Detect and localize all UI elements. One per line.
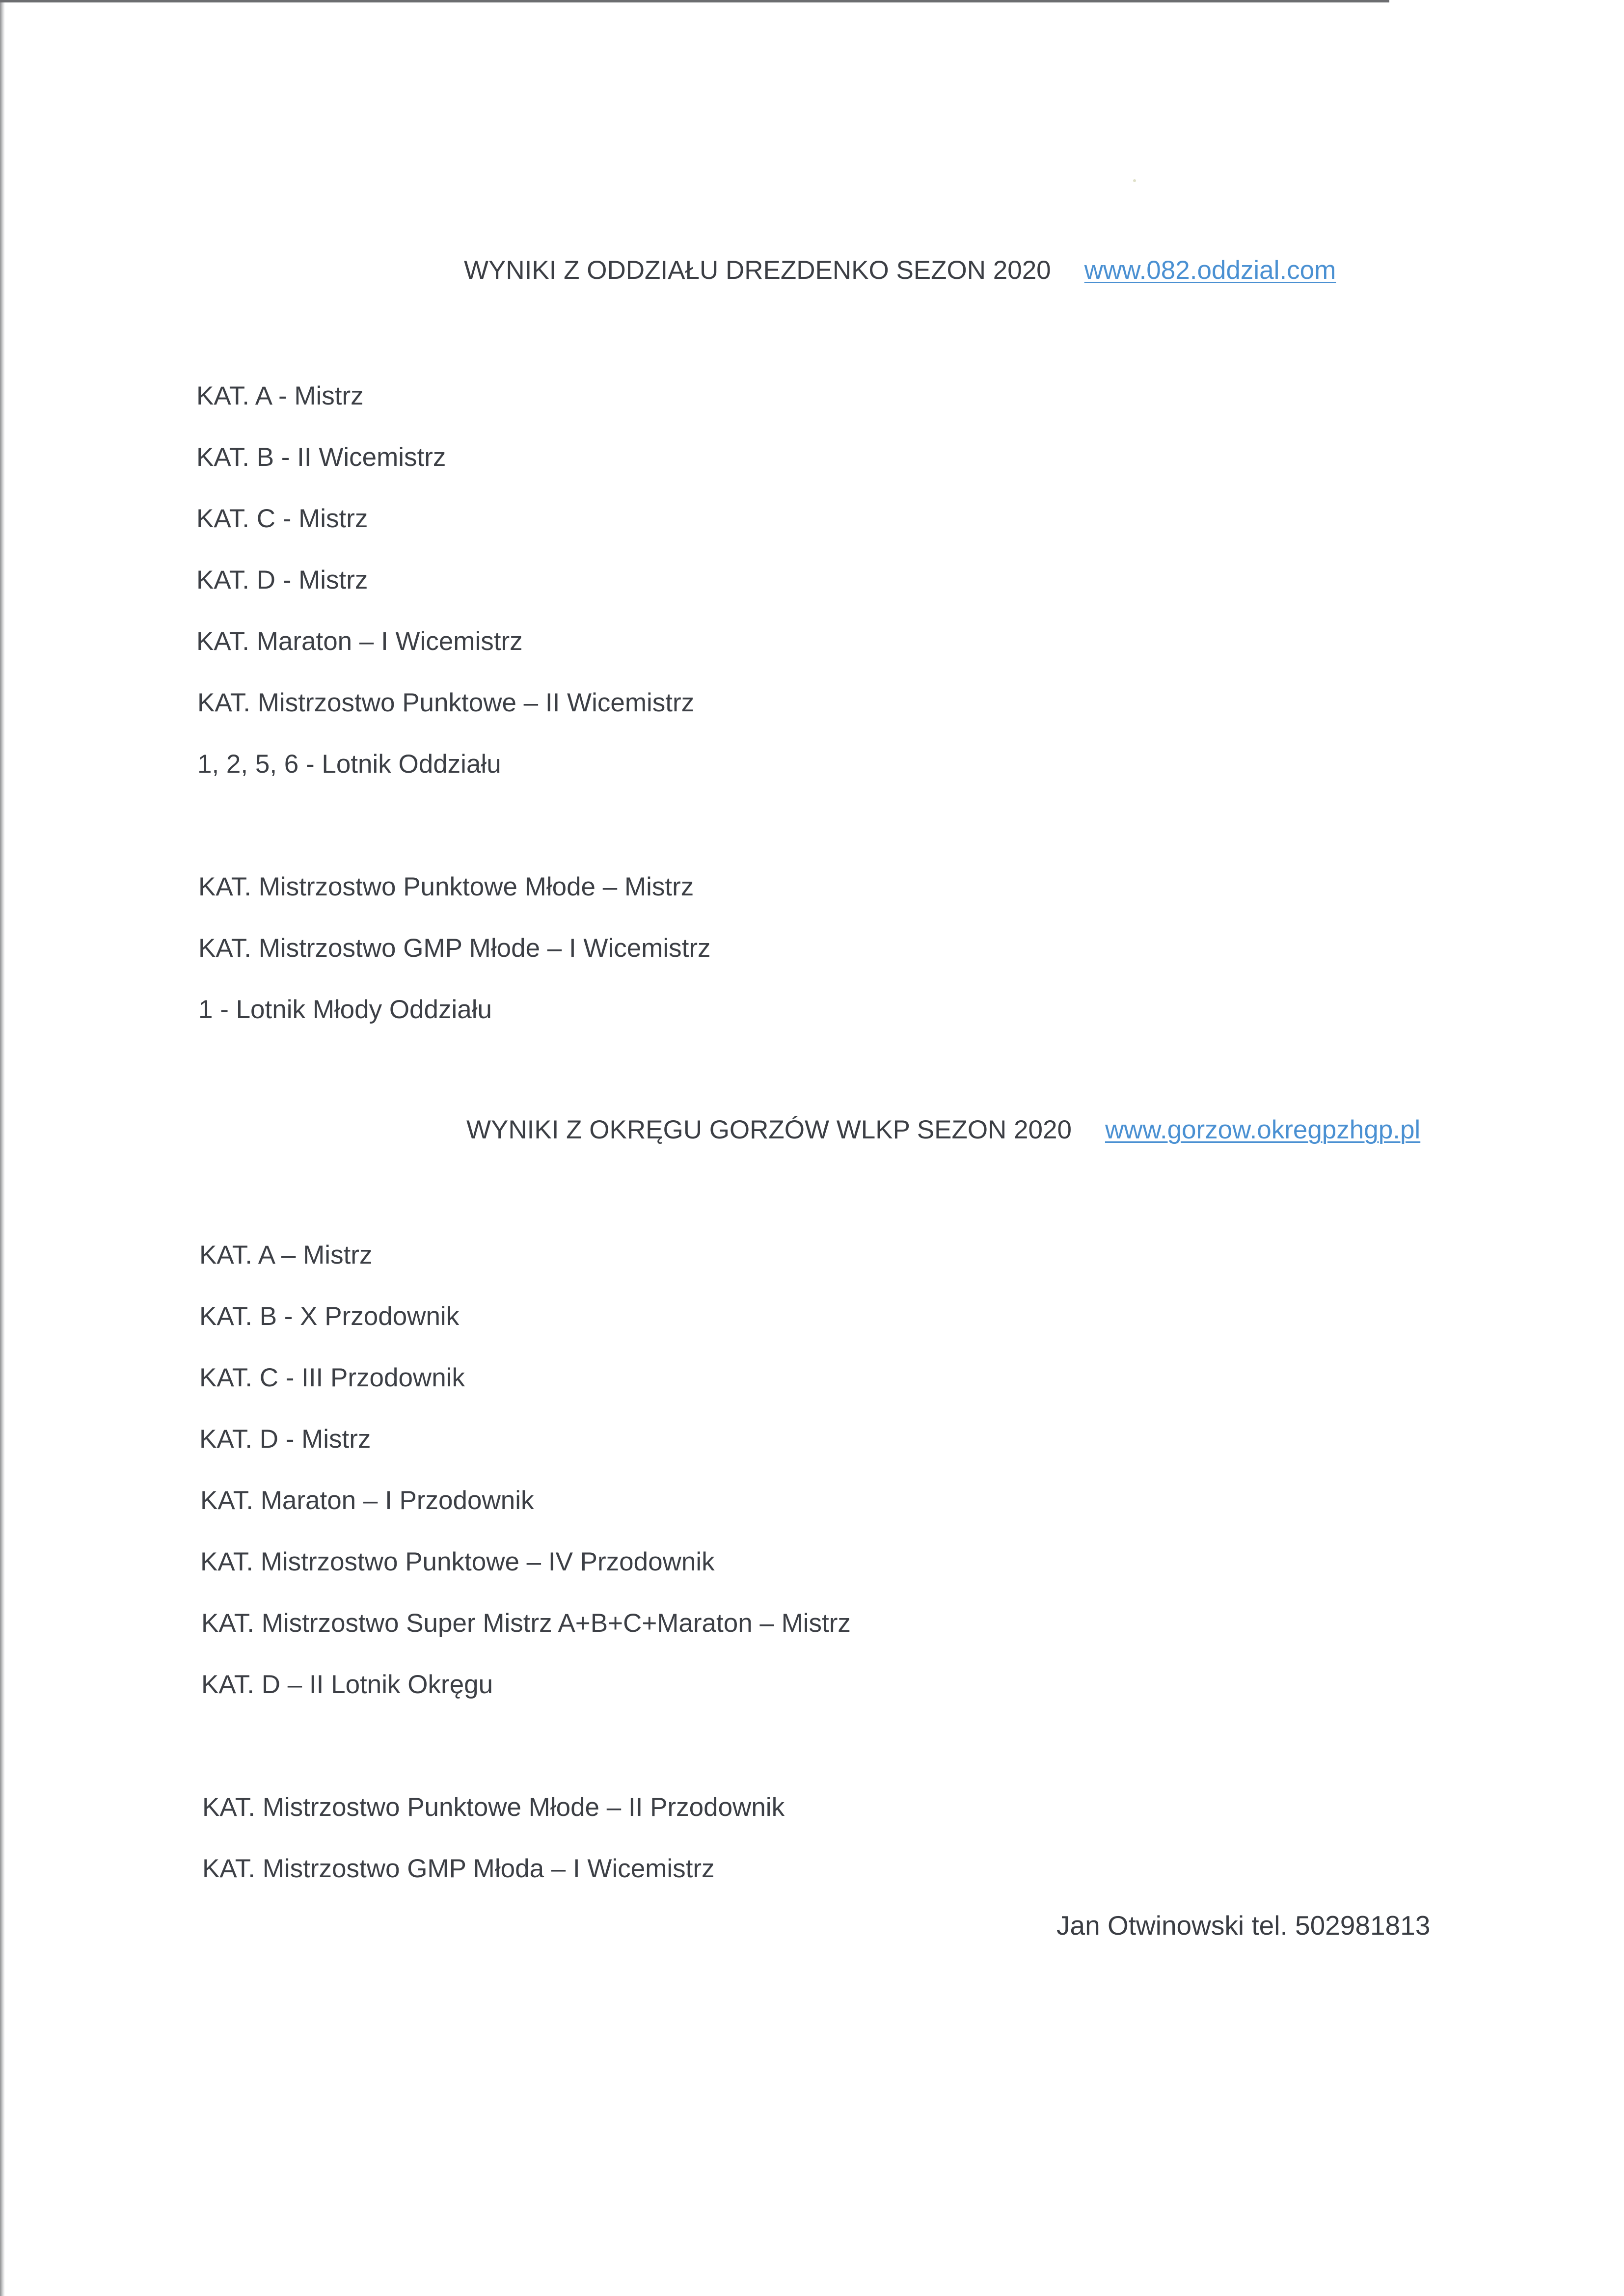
scan-edge-top xyxy=(0,0,1389,2)
section2-title: WYNIKI Z OKRĘGU GORZÓW WLKP SEZON 2020 xyxy=(466,1115,1072,1144)
section1-result-4: KAT. D - Mistrz xyxy=(196,566,368,594)
section2-link[interactable]: www.gorzow.okregpzhgp.pl xyxy=(1105,1115,1421,1144)
section1-link[interactable]: www.082.oddzial.com xyxy=(1084,256,1336,285)
section2-result-5: KAT. Maraton – I Przodownik xyxy=(200,1486,534,1515)
section2-result-6: KAT. Mistrzostwo Punktowe – IV Przodownik xyxy=(200,1547,715,1576)
section2-result-2: KAT. B - X Przodownik xyxy=(199,1302,460,1331)
section1-young-result-3: 1 - Lotnik Młody Oddziału xyxy=(198,995,492,1024)
signature-contact: Jan Otwinowski tel. 502981813 xyxy=(1056,1910,1431,1941)
section1-title: WYNIKI Z ODDZIAŁU DREZDENKO SEZON 2020 xyxy=(464,256,1051,285)
section1-result-5: KAT. Maraton – I Wicemistrz xyxy=(196,627,523,656)
section2-young-result-2: KAT. Mistrzostwo GMP Młoda – I Wicemistrz xyxy=(202,1854,715,1883)
section1-result-6: KAT. Mistrzostwo Punktowe – II Wicemistrz xyxy=(197,688,695,717)
section1-result-3: KAT. C - Mistrz xyxy=(196,504,368,533)
section2-heading-row xyxy=(466,1113,1420,1147)
section2-result-4: KAT. D - Mistrz xyxy=(199,1425,371,1454)
section1-heading-row xyxy=(464,253,1336,288)
section2-result-3: KAT. C - III Przodownik xyxy=(199,1363,465,1392)
section1-young-result-2: KAT. Mistrzostwo GMP Młode – I Wicemistrz xyxy=(198,934,711,963)
scan-speck xyxy=(1133,179,1136,182)
section1-result-1: KAT. A - Mistrz xyxy=(196,381,364,410)
section2-young-result-1: KAT. Mistrzostwo Punktowe Młode – II Przodownik xyxy=(202,1793,785,1822)
section1-result-2: KAT. B - II Wicemistrz xyxy=(196,443,446,472)
section1-young-result-1: KAT. Mistrzostwo Punktowe Młode – Mistrz xyxy=(198,872,694,901)
section2-result-8: KAT. D – II Lotnik Okręgu xyxy=(201,1670,493,1699)
section2-result-1: KAT. A – Mistrz xyxy=(199,1241,373,1270)
scan-edge-left xyxy=(0,0,5,2296)
section2-result-7: KAT. Mistrzostwo Super Mistrz A+B+C+Maraton – Mistrz xyxy=(201,1609,851,1638)
section1-result-7: 1, 2, 5, 6 - Lotnik Oddziału xyxy=(197,750,501,779)
